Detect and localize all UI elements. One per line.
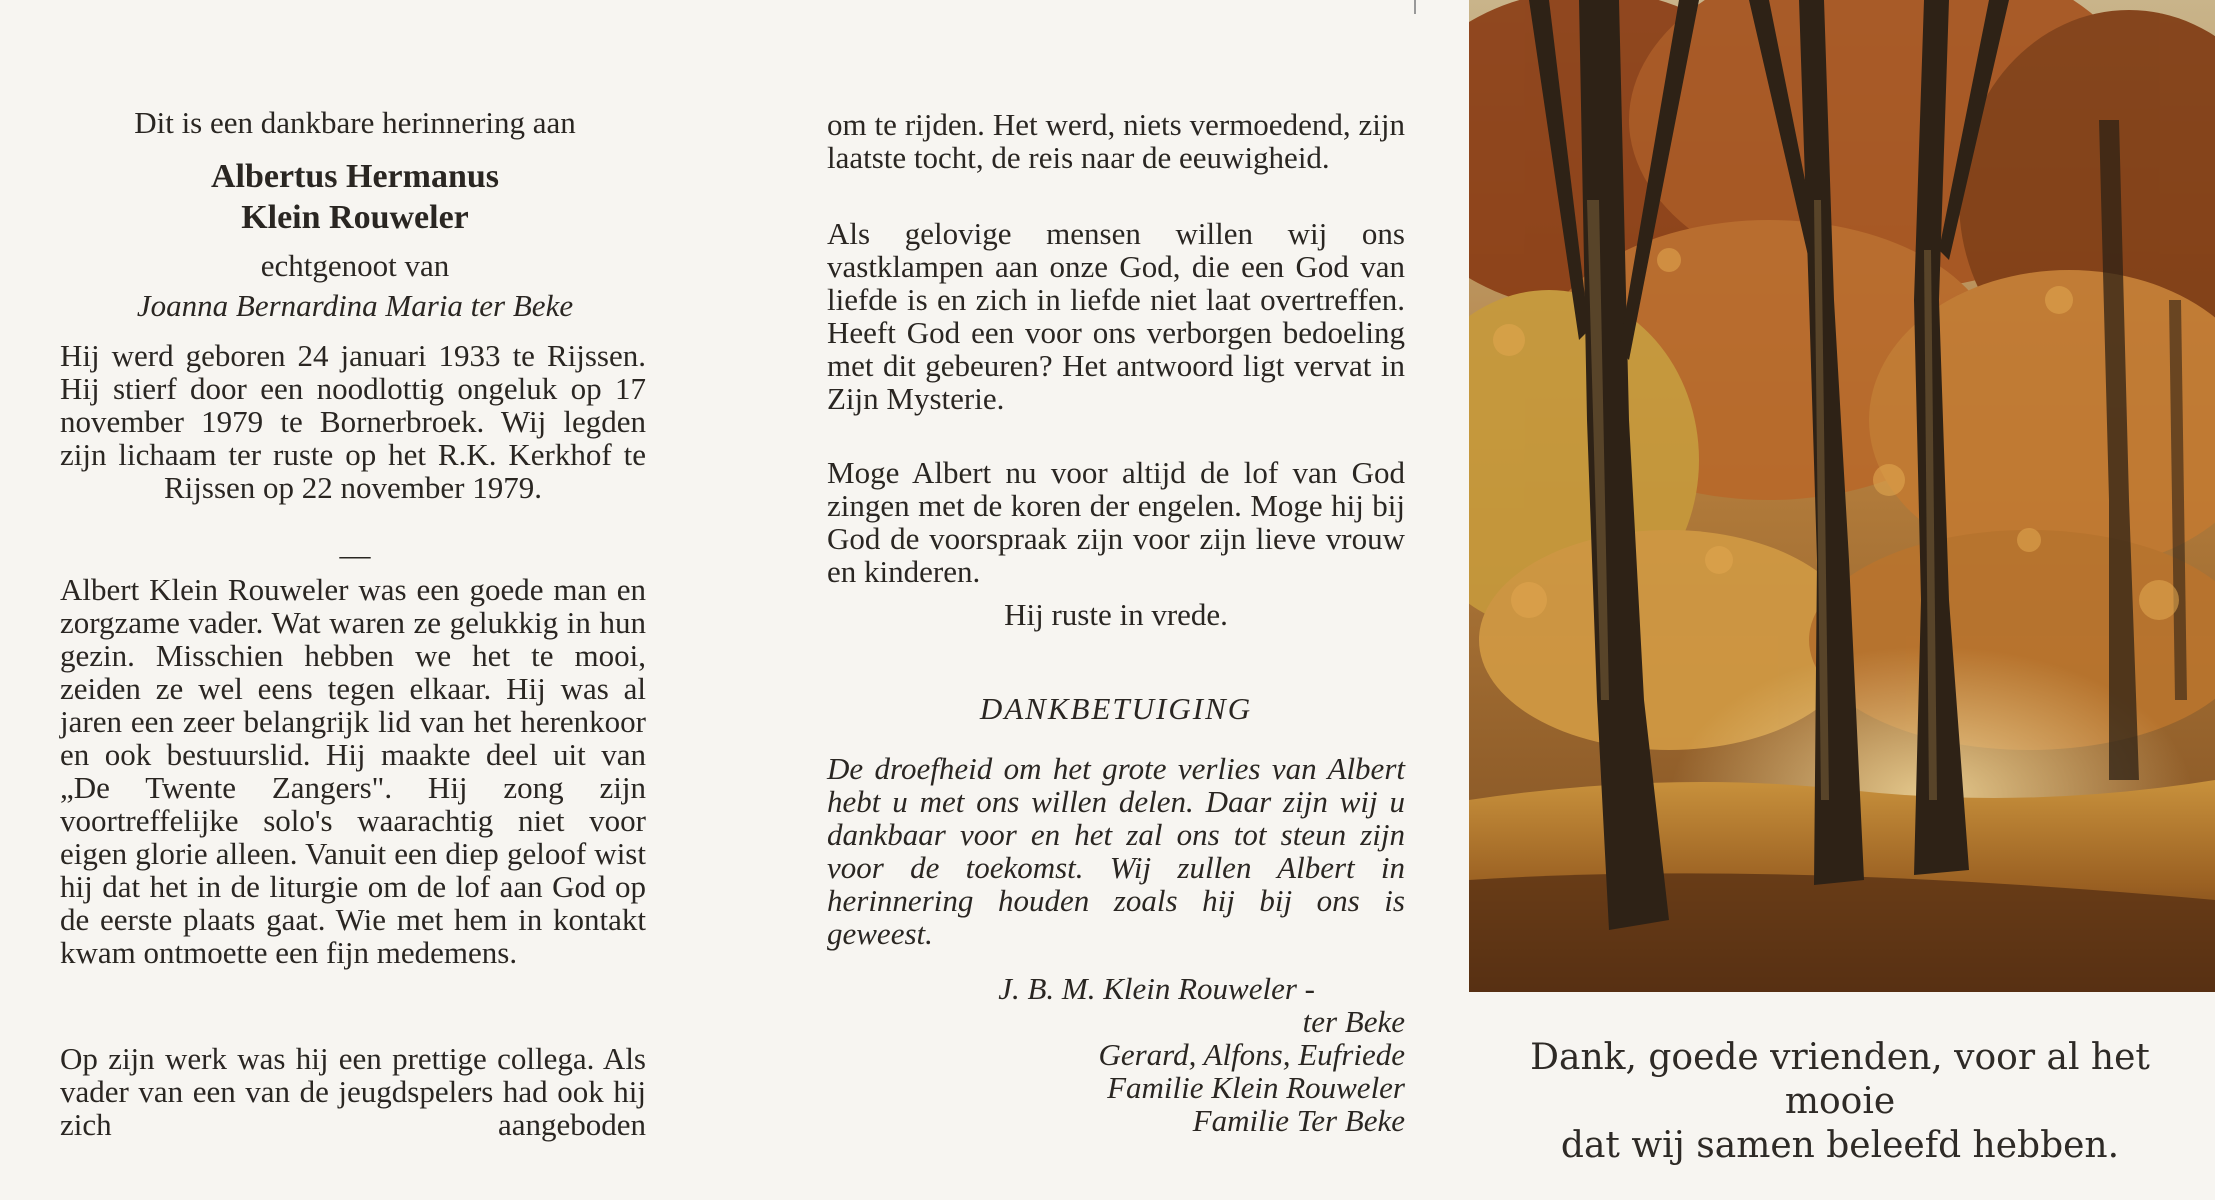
caption-line-1: Dank, goede vrienden, voor al het mooie [1530,1037,2150,1122]
signature-line: Gerard, Alfons, Eufriede [1098,1037,1405,1072]
biography-paragraph-1: Albert Klein Rouweler was een goede man en zorgzame vader. Wat waren ze gelukkig in hun gezin. Misschien hebben we het te mooi, zeiden ze wel eens tegen elkaar. Hij was al jaren een zeer belangrijk lid van het herenkoor en ook bestuurslid. Hij maakte deel uit van „De Twente Zangers". Hij zong zijn voortreffelijke solo's waarachtig niet voor eigen glorie alleen. Vanuit een diep geloof wist hij dat het in de liturgie om de lof aan God op de eerste plaats gaat. Wie met hem in kontakt kwam ontmoette een fijn medemens. [60,572,646,970]
left-panel [0,0,735,1200]
intro-text: Dit is een dankbare herinnering aan [134,105,576,140]
deceased-surname: Klein Rouweler [241,199,469,236]
signature-line: ter Beke [1302,1004,1405,1039]
birth-death-paragraph: Hij werd geboren 24 januari 1933 te Rijssen. Hij stierf door een noodlottig ongeluk op 17 november 1979 te Bornerbroek. Wij legden zijn lichaam ter ruste op het R.K. Kerkhof te Rijssen op 22 november 1979. [60,338,646,505]
middle-panel [735,0,1465,1200]
signature-line: J. B. M. Klein Rouweler - [998,971,1315,1006]
photo-caption [1495,1036,2185,1168]
thanks-body: De droefheid om het grote verlies van Albert hebt u met ons willen delen. Daar zijn wij u dankbaar voor en het zal ons tot steun zijn voor de toekomst. Wij zullen Albert in herinnering houden zoals hij bij ons is geweest. [827,751,1405,951]
autumn-forest-photo [1469,0,2215,992]
right-panel [1465,0,2215,1200]
faith-paragraph: Als gelovige mensen willen wij ons vastklampen aan onze God, die een God van liefde is en zich in liefde niet laat overtreffen. Heeft God een voor ons verborgen bedoeling met dit gebeuren? Het antwoord ligt vervat in Zijn Mysterie. [827,216,1405,416]
biography-paragraph-2: Op zijn werk was hij een prettige collega. Als vader van een van de jeugdspelers had ook hij zich aangeboden [60,1041,646,1142]
continuation-paragraph: om te rijden. Het werd, niets vermoedend, zijn laatste tocht, de reis naar de eeuwigheid. [827,107,1405,175]
spouse-name: Joanna Bernardina Maria ter Beke [136,288,574,323]
separator: — [339,537,371,572]
thanks-title: DANKBETUIGING [979,691,1253,726]
signature-line: Familie Klein Rouweler [1107,1070,1405,1105]
moge-paragraph: Moge Albert nu voor altijd de lof van God zingen met de koren der engelen. Moge hij bij God de voorspraak zijn voor zijn lieve vrouw en kinderen. [827,455,1405,589]
signature-line: Familie Ter Beke [1192,1103,1405,1138]
deceased-first-names: Albertus Hermanus [210,158,500,195]
caption-line-2: dat wij samen beleefd hebben. [1560,1125,2120,1166]
signatures [827,972,1405,1137]
spouse-label: echtgenoot van [260,248,450,283]
rest-in-peace-line: Hij ruste in vrede. [1004,597,1228,632]
